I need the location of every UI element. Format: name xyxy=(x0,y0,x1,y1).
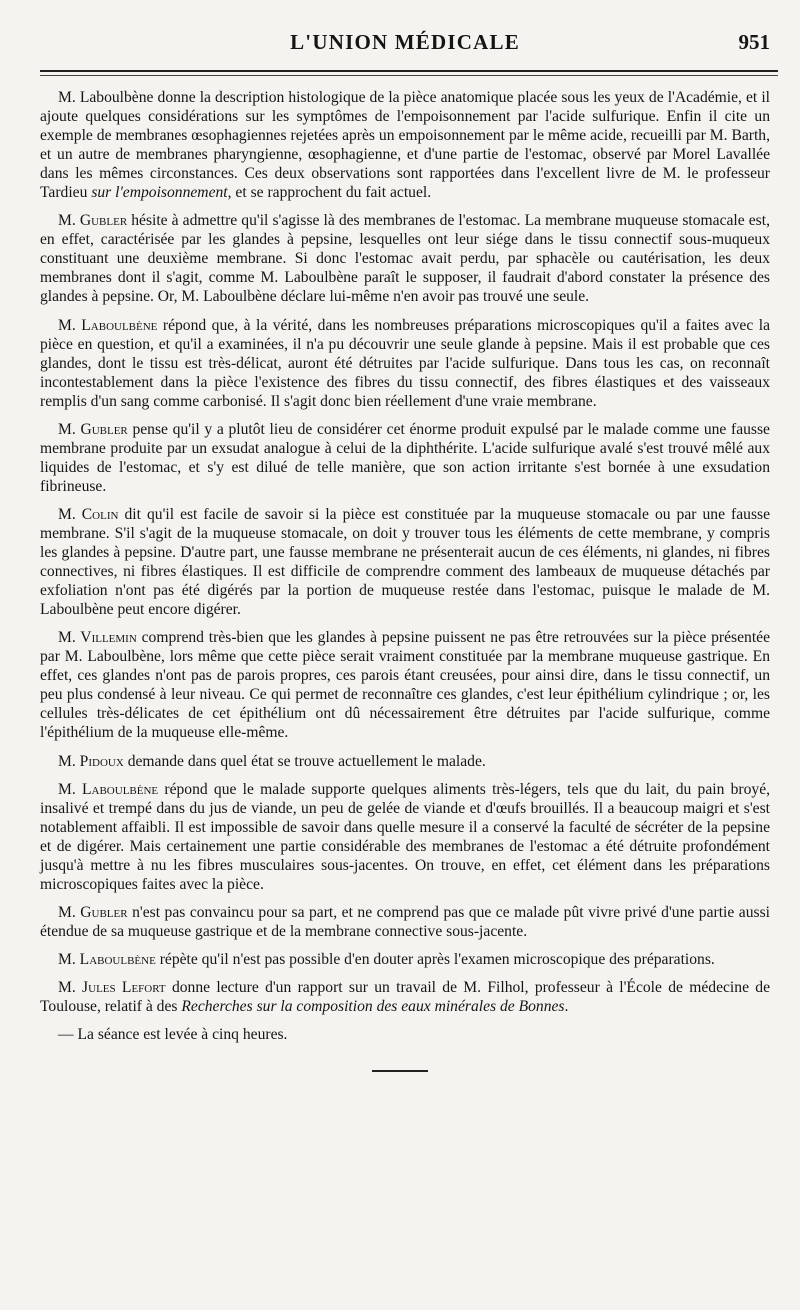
paragraph-text: pense qu'il y a plutôt lieu de considérer cet énorme produit expulsé par le malade comme une fausse membrane produite par un exsudat analogue à celui de la diphthérite. L'acide sulfurique avalé s'est trouvé mêlé aux liquides de l'estomac, et s'y est dilué de telle manière, que son action irritante s'est bornée à une exsudation fibrineuse. xyxy=(40,420,770,495)
paragraph-colin xyxy=(40,505,770,619)
paragraph-text: n'est pas convaincu pour sa part, et ne comprend pas que ce malade pût vivre privé d'une partie aussi étendue de sa muqueuse gastrique et de la membrane connective sous-jacente. xyxy=(40,903,770,940)
paragraph-text: hésite à admettre qu'il s'agisse là des membranes de l'estomac. La membrane muqueuse stomacale est, en effet, caractérisée par les glandes à pepsine, lesquelles ont leur siége dans le tissu connectif sous-muqueux constituant une deuxième membrane. Si donc l'estomac avait perdu, par sphacèle ou cautérisation, les deux membranes dont il s'agit, comme M. Laboulbène paraît le supposer, il faudrait d'abord constater la présence des glandes à pepsine. Or, M. Laboulbène déclare lui-même n'en avoir pas trouvé une seule. xyxy=(40,212,770,306)
speaker-name: M. Laboulbène xyxy=(58,780,159,798)
speaker-name: M. Laboulbène xyxy=(58,316,158,334)
paragraph-pidoux xyxy=(40,752,770,771)
paragraph-gubler-hesitation xyxy=(40,211,770,306)
speaker-name: M. Laboulbène xyxy=(58,950,156,968)
journal-title: L'UNION MÉDICALE xyxy=(290,30,520,54)
paragraph-laboulbene-repeat xyxy=(40,950,770,969)
speaker-name: M. Gubler xyxy=(58,903,128,921)
paragraph-laboulbene-patient xyxy=(40,780,770,894)
paragraph-text: répond que, à la vérité, dans les nombreuses préparations microscopiques qu'il a faites avec la pièce en question, et qu'il a examinées, il n'a pu découvrir une seule glande à pepsine. Mais il est probable que ces glandes, dont le tissu est très-délicat, auront été détruites par l'acide sulfurique. Dans tous les cas, on reconnaît incontestablement dans la pièce l'existence des fibres du tissu connectif, des fibres élastiques et des vaisseaux remplis d'un sang comme carbonisé. Il s'agit donc bien réellement d'une vraie membrane. xyxy=(40,316,770,410)
paragraph-villemin xyxy=(40,628,770,742)
speaker-name: M. Colin xyxy=(58,505,119,523)
page-header xyxy=(40,30,770,58)
paragraph-laboulbene-reply xyxy=(40,316,770,411)
speaker-name: M. Jules Lefort xyxy=(58,978,166,996)
speaker-name: M. Pidoux xyxy=(58,752,124,770)
paragraph-laboulbene-description xyxy=(40,88,770,202)
paragraph-text: dit qu'il est facile de savoir si la pièce est constituée par la muqueuse stomacale ou par une fausse membrane. S'il s'agit de la muqueuse stomacale, on doit y trouver tous les éléments de cette membrane, y compris les glandes à pepsine. D'autre part, une fausse membrane ne présenterait aucun de ces éléments, ni glandes, ni fibres connectives, ni fibres élastiques. Il est difficile de comprendre comment des lambeaux de muqueuse détachés par exfoliation n'ont pas été digérés par la portion de muqueuse restée dans l'estomac, puisque le malade de M. Laboulbène peut encore digérer. xyxy=(40,505,770,619)
speaker-name: M. Gubler xyxy=(58,212,128,230)
book-title: sur l'empoisonnement xyxy=(91,184,228,202)
header-rule xyxy=(40,70,778,72)
speaker-name: M. Laboulbène xyxy=(58,89,154,106)
paragraph-session-closed xyxy=(40,1025,770,1044)
article-body xyxy=(40,88,770,1044)
paragraph-text: — La séance est levée à cinq heures. xyxy=(58,1026,288,1044)
header-rule-thin xyxy=(40,75,778,76)
speaker-name: M. Gubler xyxy=(58,420,128,438)
paragraph-lefort xyxy=(40,978,770,1016)
speaker-name: M. Villemin xyxy=(58,629,137,647)
paragraph-gubler-unconvinced xyxy=(40,903,770,941)
paragraph-text: comprend très-bien que les glandes à pepsine puissent ne pas être retrouvées sur la pièce présentée par M. Laboulbène, lors même que cette pièce serait vraiment constituée par la membrane muqueuse gastrique. En effet, ces glandes n'ont pas de parois propres, ces parois étant creusées, pour ainsi dire, dans le tissu connectif, un peu plus condensé à leur niveau. Ce qui permet de reconnaître ces glandes, c'est leur épithélium cylindrique ; or, les cellules très-délicates de cet épithélium ont dû nécessairement être détruites par l'acide sulfurique, comme l'épithélium de la muqueuse elle-même. xyxy=(40,629,770,742)
paragraph-gubler-false-membrane xyxy=(40,420,770,496)
paragraph-text: donne la description histologique de la pièce anatomique placée sous les yeux de l'Académie, et il ajoute quelques considérations sur les symptômes de l'empoisonnement par l'acide sulfurique. Enfin il cite un exemple de membranes œsophagiennes rejetées après un empoisonnement par le même acide, recueilli par M. Barth, et un autre de membranes pharyngienne, œsophagienne, et d'une partie de l'estomac, observé par Morel Lavallée dans les mêmes circonstances. Ces deux observations sont rapportées dans l'excellent livre de M. le professeur Tardieu xyxy=(40,89,770,202)
paragraph-text: demande dans quel état se trouve actuellement le malade. xyxy=(127,752,486,770)
page-number: 951 xyxy=(738,30,770,54)
paragraph-text: répond que le malade supporte quelques aliments très-légers, tels que du lait, du pain broyé, insalivé et trempé dans du jus de viande, un peu de gelée de viande et d'œufs brouillés. Il a beaucoup maigri et s'est notablement affaibli. Il est impossible de savoir dans quelle mesure il a conservé la faculté de sécréter de la pepsine et de digérer. Mais certainement une partie considérable des membranes de l'estomac a été détruite profondément jusqu'à mettre à nu les fibres musculaires sous-jacentes. On trouve, en effet, cet élément dans les préparations microscopiques faites avec la pièce. xyxy=(40,780,771,893)
paragraph-text: répète qu'il n'est pas possible d'en douter après l'examen microscopique des préparations. xyxy=(159,950,715,968)
paragraph-text-end: , et se rapprochent du fait actuel. xyxy=(227,184,432,202)
end-rule xyxy=(372,1070,428,1072)
paragraph-text: donne lecture d'un rapport sur un travail de M. Filhol, professeur à l'École de médecine de Toulouse, relatif à des xyxy=(40,978,771,1016)
paragraph-text-end: . xyxy=(564,998,569,1016)
report-title: Recherches sur la composition des eaux minérales de Bonnes xyxy=(181,998,565,1016)
